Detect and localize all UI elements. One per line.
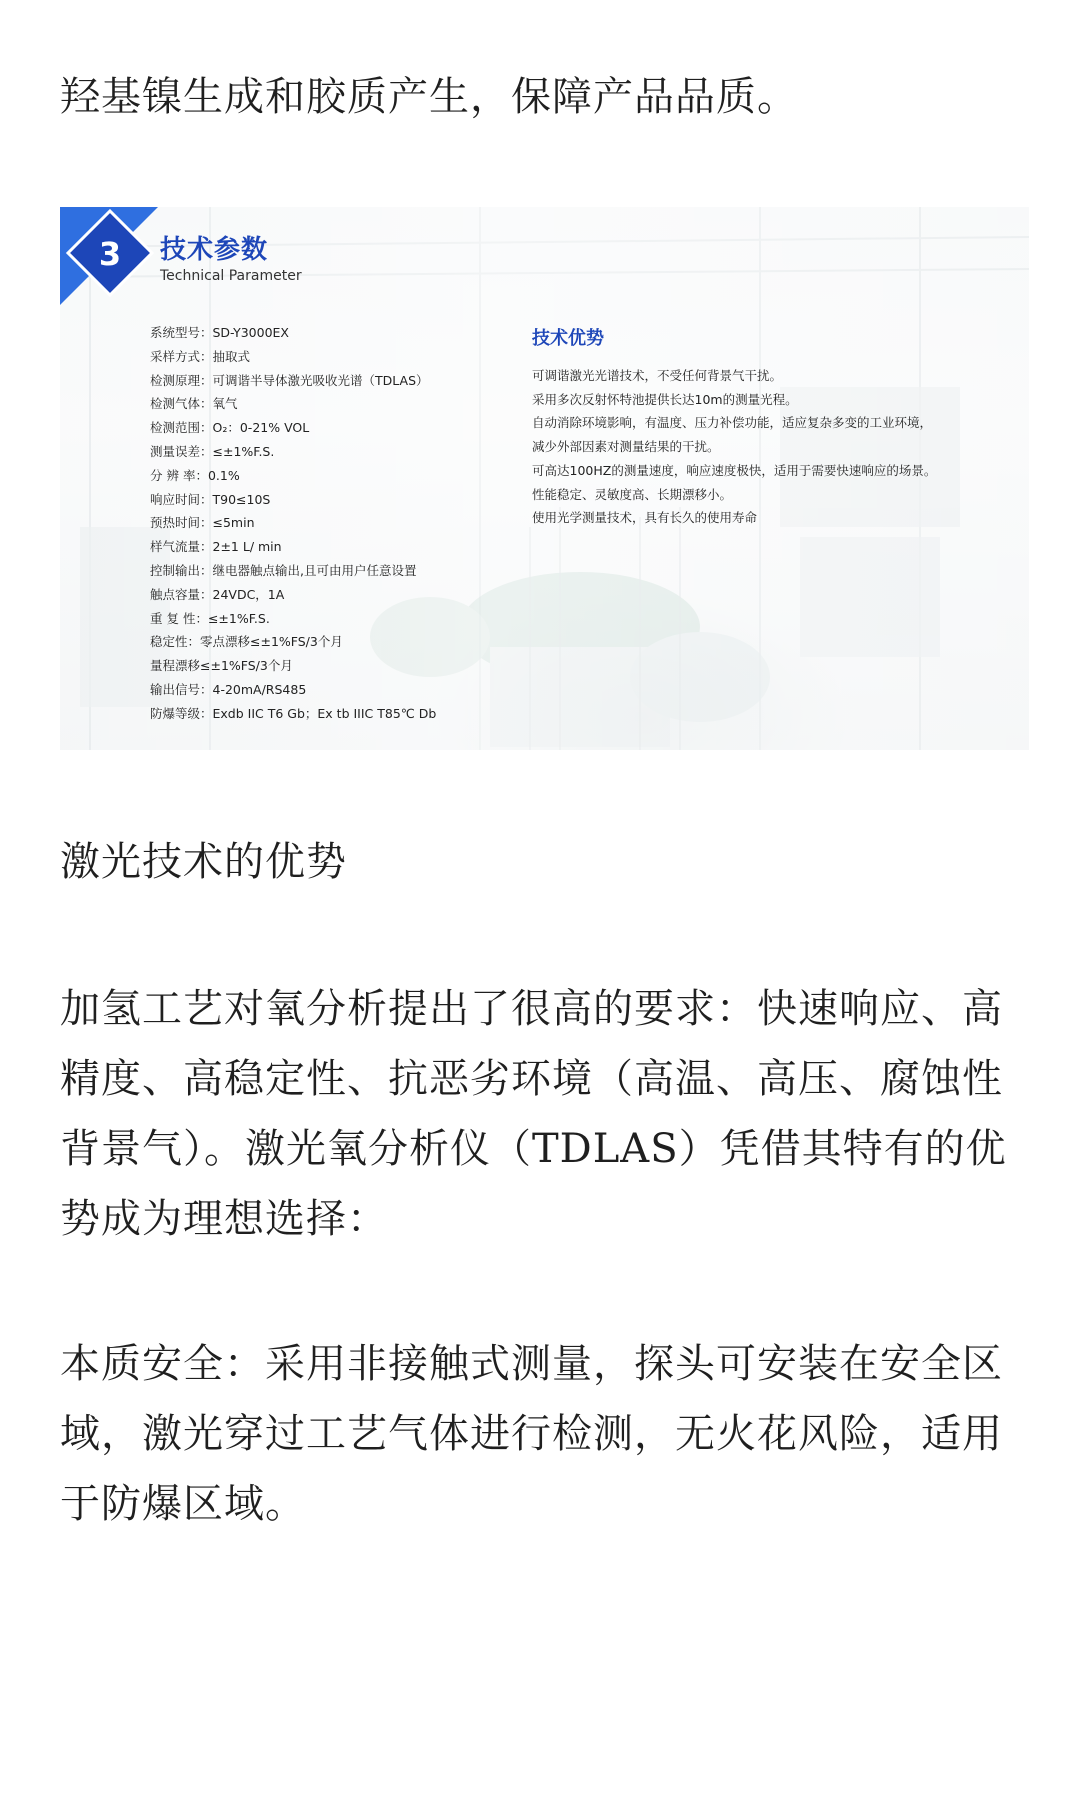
spec-item: 量程漂移≤±1%FS/3个月 (150, 658, 293, 674)
section-title: 技术参数 (160, 235, 269, 265)
spec-list (150, 321, 436, 726)
spec-item: 重 复 性：≤±1%F.S. (150, 610, 270, 626)
spec-item: 稳定性：零点漂移≤±1%FS/3个月 (150, 634, 343, 650)
spec-item: 样气流量：2±1 L/ min (150, 539, 282, 555)
advantage-item: 性能稳定、灵敏度高、长期漂移小。 (532, 486, 733, 502)
spec-item: 输出信号：4-20mA/RS485 (150, 681, 307, 697)
spec-item: 预热时间：≤5min (150, 515, 255, 531)
advantage-item: 可调谐激光光谱技术，不受任何背景气干扰。 (532, 368, 783, 383)
spec-item: 分 辨 率：0.1% (150, 467, 240, 483)
spec-item: 测量误差：≤±1%F.S. (150, 443, 275, 459)
advantage-item: 自动消除环境影响，有温度、压力补偿功能，适应复杂多变的工业环境， (532, 415, 933, 431)
advantage-item: 可高达100HZ的测量速度，响应速度极快，适用于需要快速响应的场景。 (532, 462, 937, 478)
spec-item: 响应时间：T90≤10S (150, 491, 271, 507)
advantages-list (532, 364, 936, 530)
spec-item: 检测气体：氧气 (150, 396, 238, 412)
advantage-item: 采用多次反射怀特池提供长达10m的测量光程。 (532, 391, 798, 407)
section-subtitle: Technical Parameter (160, 268, 302, 284)
spec-item: 检测原理：可调谐半导体激光吸收光谱（TDLAS） (150, 372, 429, 388)
spec-item: 采样方式：抽取式 (150, 348, 251, 364)
spec-item: 系统型号：SD-Y3000EX (150, 325, 289, 340)
spec-item: 控制输出：继电器触点输出,且可由用户任意设置 (150, 562, 417, 578)
spec-item: 防爆等级：Exdb IIC T6 Gb；Ex tb IIIC T85℃ Db (150, 705, 437, 721)
advantage-item: 减少外部因素对测量结果的干扰。 (532, 439, 720, 455)
advantages-title: 技术优势 (532, 328, 604, 349)
advantage-item: 使用光学测量技术，具有长久的使用寿命 (532, 510, 758, 526)
paragraph-product-quality: 羟基镍生成和胶质产生，保障产品品质。 (60, 74, 798, 120)
section-number-badge (60, 207, 165, 307)
paragraph-hydrogenation-requirements: 加氢工艺对氧分析提出了很高的要求：快速响应、高精度、高稳定性、抗恶劣环境（高温、高压、腐蚀性背景气）。激光氧分析仪（TDLAS）凭借其特有的优势成为理想选择： (60, 986, 1007, 1242)
paragraph-intrinsic-safety: 本质安全：采用非接触式测量，探头可安装在安全区域，激光穿过工艺气体进行检测，无火花风险，适用于防爆区域。 (60, 1341, 1003, 1527)
spec-item: 触点容量：24VDC，1A (150, 586, 285, 602)
section-heading-laser-advantages: 激光技术的优势 (60, 839, 347, 885)
spec-item: 检测范围：O₂：0-21% VOL (150, 420, 310, 436)
technical-parameter-image (60, 207, 1029, 750)
section-number: 3 (98, 235, 122, 273)
